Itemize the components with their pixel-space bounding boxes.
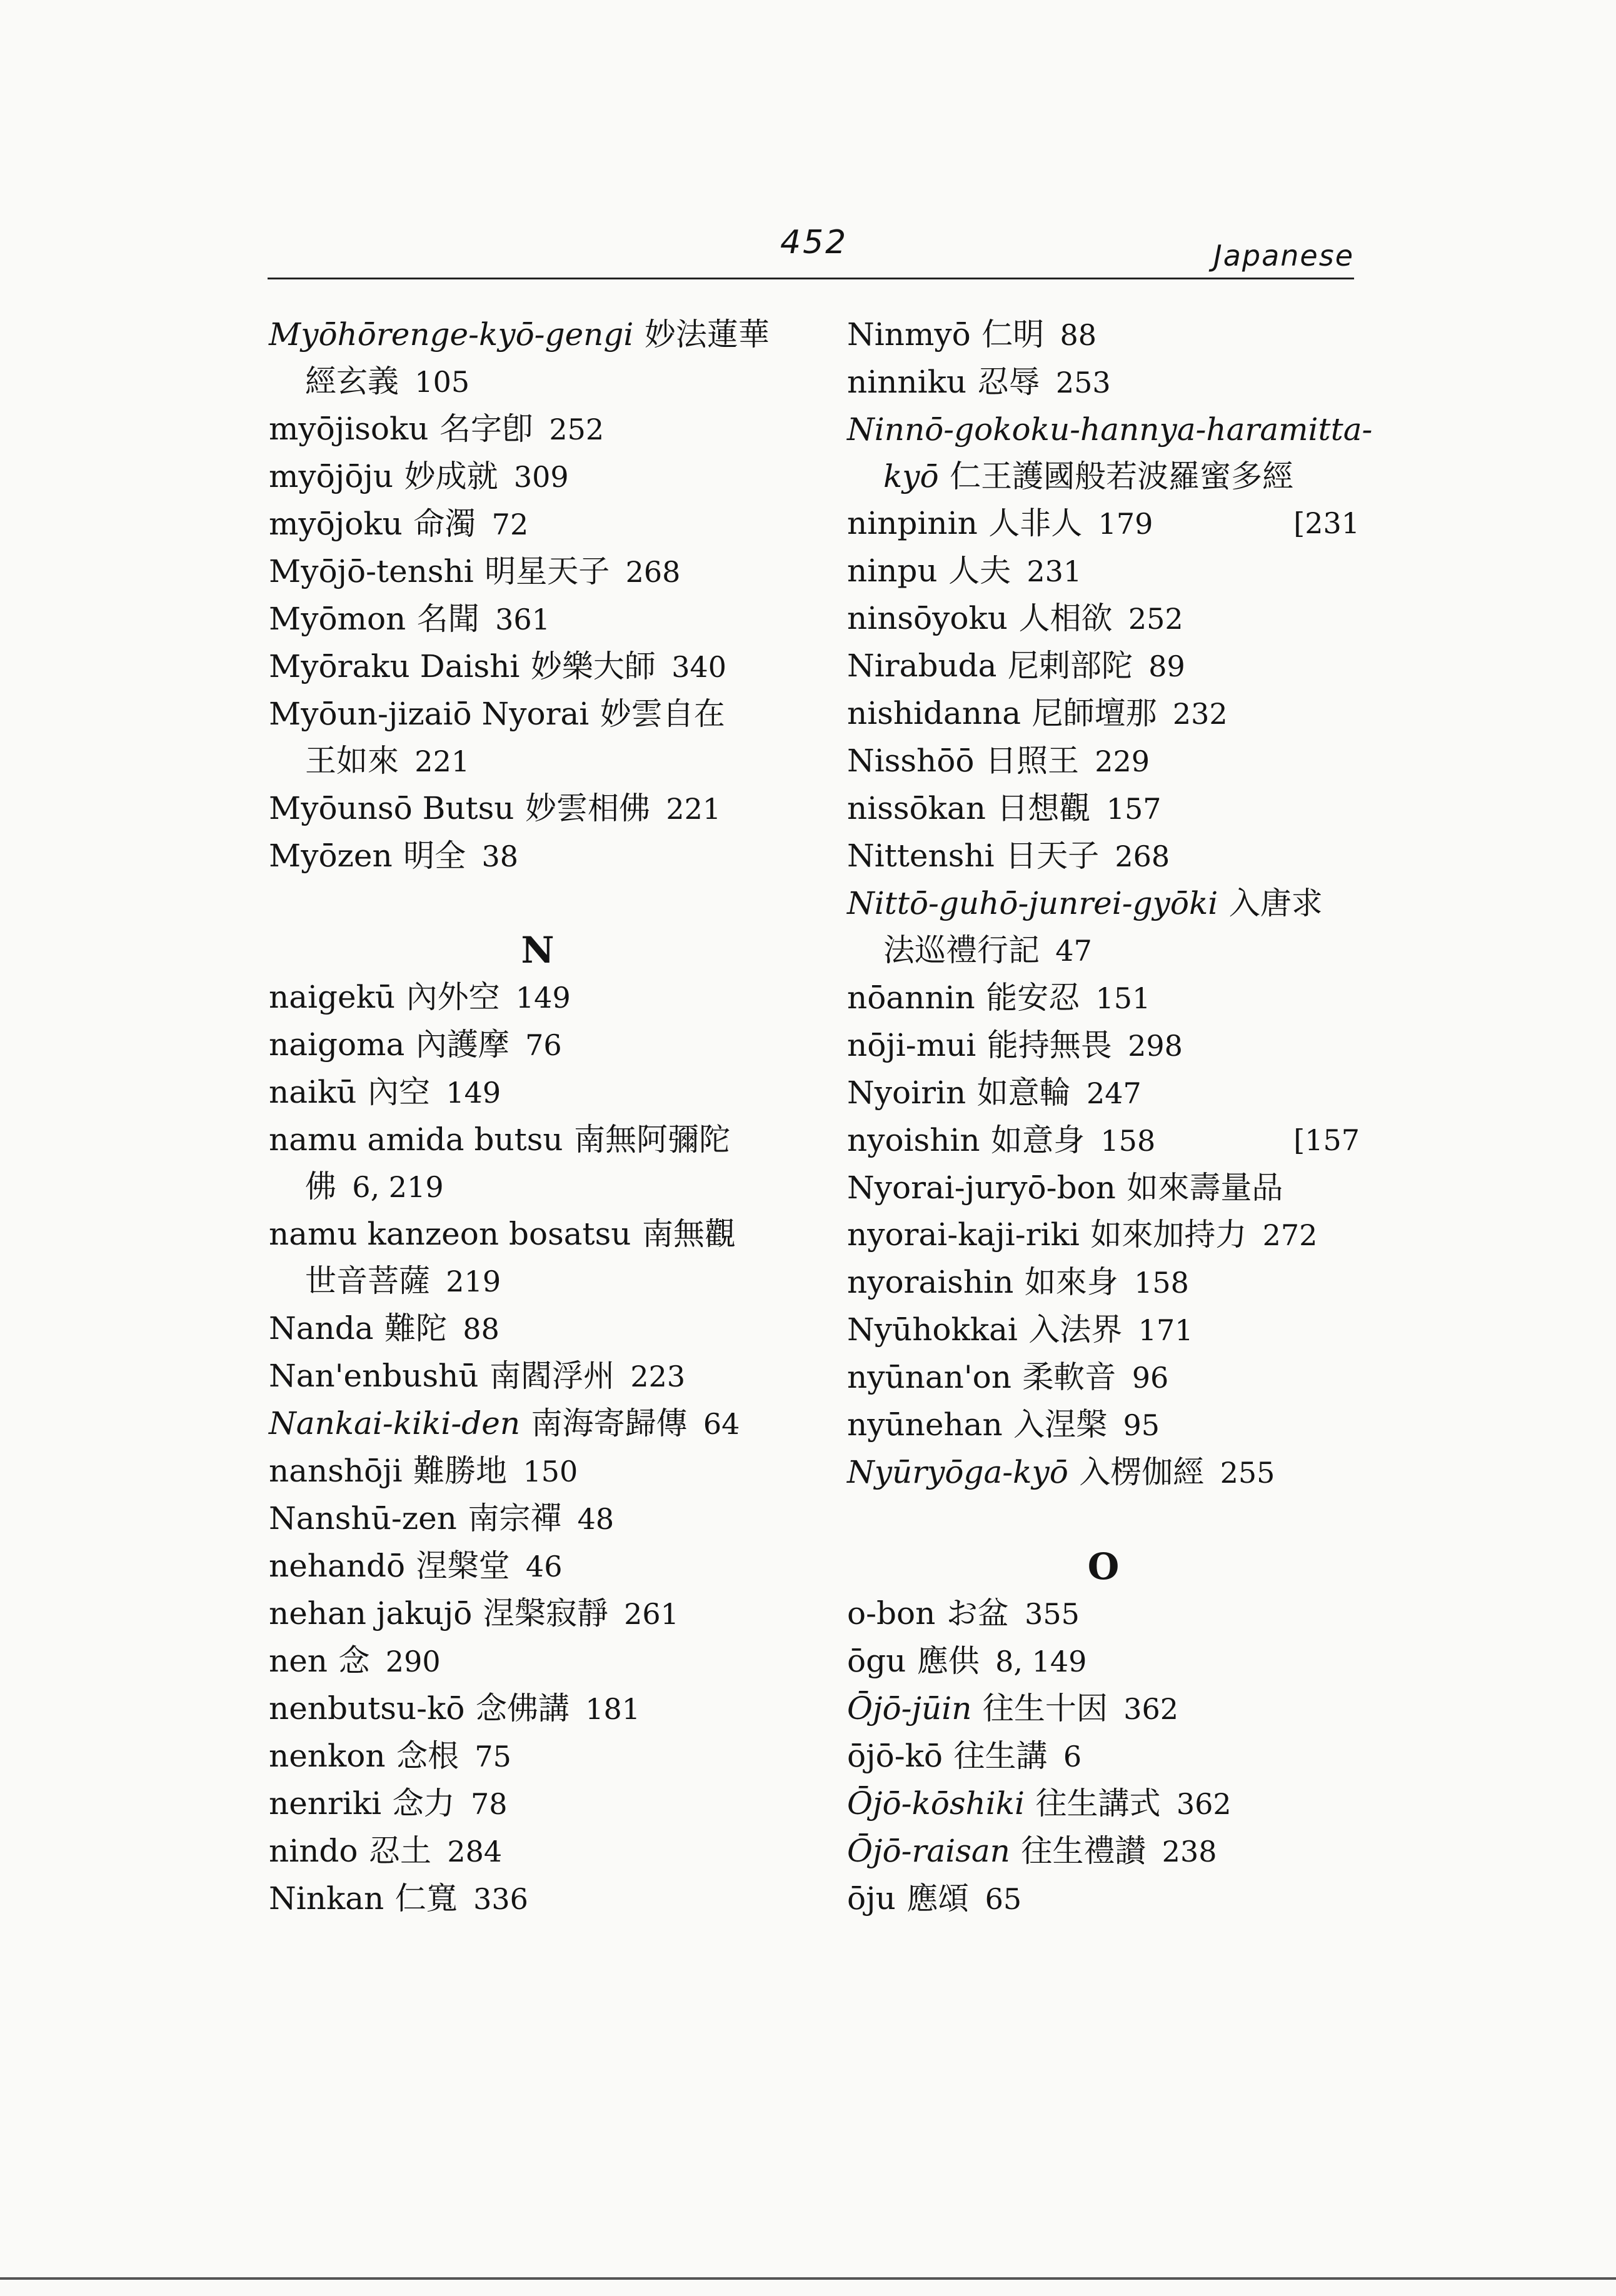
entry-kanji: 日想觀 xyxy=(996,790,1091,826)
entry-kanji: 能持無畏 xyxy=(986,1027,1112,1063)
entry-kanji: 如意身 xyxy=(991,1122,1085,1158)
entry-kanji: 如來加持力 xyxy=(1090,1216,1247,1253)
index-entry xyxy=(847,643,1360,690)
entry-term: Ōjō-raisan xyxy=(847,1833,1010,1869)
index-entry xyxy=(847,785,1360,833)
index-entry xyxy=(847,406,1373,500)
section-heading: O xyxy=(1087,1545,1120,1588)
index-entry xyxy=(847,880,1360,975)
entry-term: namu kanzeon bosatsu xyxy=(269,1216,631,1252)
entry-term: nissōkan xyxy=(847,790,986,826)
entry-kanji-cont: 王如來 xyxy=(305,743,399,779)
entry-kanji: 念根 xyxy=(396,1738,459,1774)
page-number: 452 xyxy=(780,224,848,261)
entry-term: myōjōju xyxy=(269,458,394,494)
bottom-rule xyxy=(0,2277,1616,2280)
entry-term: ōju xyxy=(847,1880,896,1917)
index-entry xyxy=(847,1875,1360,1923)
entry-kanji: 應頌 xyxy=(906,1880,970,1917)
entry-page: 8, 149 xyxy=(995,1645,1087,1678)
entry-term: nishidanna xyxy=(847,695,1021,731)
entry-term: nehandō xyxy=(269,1548,406,1584)
entry-term: o-bon xyxy=(847,1595,936,1632)
entry-page: 6 xyxy=(1063,1740,1082,1773)
entry-term: naikū xyxy=(269,1074,357,1110)
entry-term: ninsōyoku xyxy=(847,600,1008,636)
entry-term: Ninkan xyxy=(269,1880,384,1917)
entry-page: 151 xyxy=(1095,981,1151,1015)
entry-kanji-cont: 經玄義 xyxy=(305,363,399,399)
index-entry xyxy=(269,691,806,785)
index-entry xyxy=(269,1211,806,1305)
entry-page: 96 xyxy=(1132,1361,1169,1395)
entry-kanji-cont: 世音菩薩 xyxy=(305,1263,430,1299)
entry-kanji: 入楞伽經 xyxy=(1079,1454,1205,1490)
entry-term: nenriki xyxy=(269,1785,382,1822)
index-entry xyxy=(269,1400,806,1448)
entry-kanji: 如意輪 xyxy=(976,1075,1071,1111)
entry-page: 355 xyxy=(1025,1597,1080,1631)
entry-kanji: 人非人 xyxy=(988,505,1083,541)
index-entry xyxy=(269,1305,806,1353)
entry-page: 219 xyxy=(446,1265,501,1298)
entry-term: nenkon xyxy=(269,1738,386,1774)
section-heading: N xyxy=(521,929,555,971)
entry-page: 88 xyxy=(463,1312,499,1346)
index-entry xyxy=(847,1354,1360,1401)
entry-continuation xyxy=(269,1163,806,1211)
entry-term: Nyūhokkai xyxy=(847,1311,1018,1348)
entry-term: Nittō-guhō-junrei-gyōki xyxy=(847,885,1218,921)
entry-term: Myōraku Daishi xyxy=(269,648,520,684)
entry-term: ninpinin xyxy=(847,505,978,541)
entry-kanji: 念力 xyxy=(392,1785,455,1822)
entry-kanji: 仁寬 xyxy=(394,1880,458,1917)
entry-kanji: 如來身 xyxy=(1024,1264,1118,1300)
entry-page: 65 xyxy=(985,1882,1022,1916)
entry-term: ninpu xyxy=(847,553,938,589)
entry-page: 149 xyxy=(446,1076,501,1110)
entry-term: Nittenshi xyxy=(847,838,995,874)
entry-kanji-cont: 佛 xyxy=(305,1168,336,1205)
entry-page: 298 xyxy=(1128,1029,1183,1063)
entry-term: nyoraishin xyxy=(847,1264,1014,1300)
entry-kanji: 應供 xyxy=(916,1643,980,1679)
entry-kanji: 妙雲自在 xyxy=(600,696,725,732)
entry-sidenote: [157 xyxy=(1293,1123,1360,1157)
entry-page: 47 xyxy=(1055,934,1092,968)
entry-term: nen xyxy=(269,1643,328,1679)
index-entry xyxy=(847,1117,1360,1165)
entry-term: naigoma xyxy=(269,1026,405,1063)
entry-kanji: 命濁 xyxy=(413,506,476,542)
index-entry xyxy=(847,1685,1360,1733)
entry-kanji: 忍土 xyxy=(369,1833,432,1869)
entry-page: 157 xyxy=(1106,792,1162,826)
index-entry xyxy=(847,1828,1360,1875)
index-entry xyxy=(269,453,806,501)
index-entry xyxy=(269,548,806,596)
section-gap xyxy=(847,1496,1360,1543)
index-entry xyxy=(847,1165,1360,1211)
entry-term: nehan jakujō xyxy=(269,1595,473,1632)
section-gap xyxy=(269,880,806,927)
entry-page: 158 xyxy=(1100,1124,1156,1158)
entry-page: 340 xyxy=(671,650,727,684)
index-entry xyxy=(847,1259,1360,1306)
index-entry xyxy=(269,1069,806,1116)
index-entry xyxy=(269,785,806,833)
index-entry xyxy=(847,1022,1360,1070)
index-entry xyxy=(847,500,1360,548)
entry-term: Myōun-jizaiō Nyorai xyxy=(269,696,590,732)
index-entry xyxy=(269,833,806,880)
entry-kanji: 日照王 xyxy=(985,743,1079,779)
entry-kanji: 妙成就 xyxy=(404,458,498,494)
entry-term: Myōjō-tenshi xyxy=(269,553,474,589)
entry-page: 255 xyxy=(1220,1456,1275,1490)
index-entry xyxy=(269,596,806,643)
index-entry xyxy=(847,1211,1360,1259)
entry-kanji-cont: 仁王護國般若波羅蜜多經 xyxy=(950,458,1294,494)
entry-page: 268 xyxy=(1115,840,1170,873)
entry-term: Nisshōō xyxy=(847,743,975,779)
index-entry xyxy=(269,1828,806,1875)
entry-continuation xyxy=(847,927,1360,975)
entry-kanji: 名字卽 xyxy=(439,411,534,447)
entry-kanji: お盆 xyxy=(946,1595,1009,1632)
index-entry xyxy=(847,738,1360,785)
entry-kanji: 尼師壇那 xyxy=(1031,695,1157,731)
entry-page: 64 xyxy=(703,1407,740,1441)
index-entry xyxy=(269,1353,806,1400)
entry-kanji: 南閻浮州 xyxy=(489,1358,615,1394)
entry-page: 290 xyxy=(385,1645,441,1678)
entry-continuation xyxy=(269,738,806,785)
index-entry xyxy=(847,359,1360,406)
entry-kanji: 尼剌部陀 xyxy=(1007,648,1133,684)
entry-page: 6, 219 xyxy=(352,1170,444,1204)
index-entry xyxy=(269,1116,806,1211)
entry-kanji: 入唐求 xyxy=(1228,885,1323,921)
entry-page: 38 xyxy=(481,840,519,873)
entry-kanji: 南無阿彌陀 xyxy=(574,1121,731,1158)
entry-page: 171 xyxy=(1138,1313,1193,1347)
entry-term: Nanshū-zen xyxy=(269,1500,457,1537)
entry-kanji: 往生講式 xyxy=(1035,1785,1161,1822)
entry-page: 88 xyxy=(1060,318,1097,352)
index-entry xyxy=(847,975,1360,1022)
entry-page: 181 xyxy=(585,1692,641,1726)
entry-kanji: 難勝地 xyxy=(413,1453,508,1489)
entry-kanji: 仁明 xyxy=(981,316,1045,353)
entry-kanji: 往生十因 xyxy=(982,1690,1108,1727)
entry-term: Myōhōrenge-kyō-gengi xyxy=(269,316,634,353)
entry-page: 150 xyxy=(523,1455,578,1488)
entry-kanji: 念 xyxy=(338,1643,370,1679)
entry-page: 223 xyxy=(630,1360,686,1393)
entry-page: 76 xyxy=(525,1028,562,1062)
index-entry xyxy=(269,1543,806,1590)
index-entry xyxy=(847,1449,1360,1496)
entry-page: 309 xyxy=(513,460,569,494)
entry-page: 48 xyxy=(577,1502,615,1536)
index-entry xyxy=(847,1401,1360,1449)
index-entry xyxy=(847,1306,1360,1354)
entry-kanji: 念佛講 xyxy=(475,1690,570,1727)
entry-kanji: 內外空 xyxy=(406,979,500,1015)
entry-page: 361 xyxy=(495,603,550,636)
index-entry xyxy=(269,1448,806,1495)
entry-kanji: 名聞 xyxy=(416,601,479,637)
entry-kanji: 妙雲相佛 xyxy=(525,790,651,826)
entry-page: 247 xyxy=(1086,1076,1142,1110)
index-entry xyxy=(269,1638,806,1685)
entry-term: Myōunsō Butsu xyxy=(269,790,514,826)
entry-page: 78 xyxy=(470,1787,508,1821)
entry-kanji: 日天子 xyxy=(1005,838,1100,874)
entry-page: 252 xyxy=(549,413,605,446)
entry-kanji: 柔軟音 xyxy=(1022,1359,1117,1395)
entry-page: 221 xyxy=(414,744,470,778)
entry-term: Nyorai-juryō-bon xyxy=(847,1170,1116,1206)
entry-term: Myōmon xyxy=(269,601,406,637)
entry-term: ōgu xyxy=(847,1643,906,1679)
entry-page: 336 xyxy=(473,1882,528,1916)
entry-page: 362 xyxy=(1123,1692,1178,1726)
entry-page: 253 xyxy=(1055,366,1111,399)
entry-term: Nyoirin xyxy=(847,1075,966,1111)
entry-term-cont: kyō xyxy=(883,458,939,494)
entry-term: nyūnehan xyxy=(847,1406,1003,1443)
entry-kanji: 南宗禪 xyxy=(468,1500,562,1537)
entry-kanji-cont: 法巡禮行記 xyxy=(883,932,1040,968)
entry-term: ninniku xyxy=(847,364,967,400)
index-entry xyxy=(847,690,1360,738)
entry-term: nōannin xyxy=(847,980,975,1016)
entry-kanji: 南海寄歸傳 xyxy=(531,1405,688,1441)
entry-kanji: 明星天子 xyxy=(484,553,610,589)
entry-term: ōjō-kō xyxy=(847,1738,943,1774)
entry-term: myōjisoku xyxy=(269,411,429,447)
entry-kanji: 人夫 xyxy=(948,553,1011,589)
entry-kanji: 內空 xyxy=(368,1074,431,1110)
entry-term: Nanda xyxy=(269,1310,374,1346)
entry-term: myōjoku xyxy=(269,506,403,542)
entry-page: 268 xyxy=(625,555,681,589)
entry-page: 75 xyxy=(474,1740,511,1773)
entry-term: nyoishin xyxy=(847,1122,980,1158)
entry-term: Ninnō-gokoku-hannya-haramitta- xyxy=(847,411,1373,448)
index-entry xyxy=(847,1070,1360,1117)
entry-sidenote: [231 xyxy=(1293,506,1360,540)
entry-term: nyūnan'on xyxy=(847,1359,1011,1395)
entry-kanji: 內護摩 xyxy=(415,1026,509,1063)
entry-page: 231 xyxy=(1026,554,1082,588)
entry-term: nindo xyxy=(269,1833,358,1869)
index-entry xyxy=(847,1780,1360,1828)
entry-term: Nyūryōga-kyō xyxy=(847,1454,1068,1490)
index-entry xyxy=(269,501,806,548)
entry-page: 158 xyxy=(1134,1266,1189,1300)
entry-kanji: 往生講 xyxy=(953,1738,1048,1774)
entry-term: Nirabuda xyxy=(847,648,997,684)
entry-kanji: 涅槃堂 xyxy=(416,1548,510,1584)
entry-kanji: 人相欲 xyxy=(1018,600,1113,636)
entry-continuation xyxy=(269,358,806,406)
entry-kanji: 忍辱 xyxy=(977,364,1040,400)
entry-kanji: 妙法蓮華 xyxy=(644,316,770,353)
entry-term: nōji-mui xyxy=(847,1027,976,1063)
entry-page: 89 xyxy=(1148,649,1185,683)
index-entry xyxy=(269,1495,806,1543)
entry-term: Ninmyō xyxy=(847,316,971,353)
entry-page: 221 xyxy=(666,792,721,826)
entry-term: namu amida butsu xyxy=(269,1121,563,1158)
index-entry xyxy=(269,1685,806,1733)
index-entry xyxy=(269,1021,806,1069)
entry-continuation xyxy=(269,1258,806,1305)
index-entry xyxy=(847,1638,1360,1685)
index-entry xyxy=(847,595,1360,643)
entry-term: naigekū xyxy=(269,979,396,1015)
entry-term: nanshōji xyxy=(269,1453,403,1489)
entry-term: Ōjō-jūin xyxy=(847,1690,972,1727)
right-column xyxy=(847,311,1373,1923)
entry-term: Ōjō-kōshiki xyxy=(847,1785,1025,1822)
entry-page: 272 xyxy=(1262,1218,1318,1252)
entry-kanji: 往生禮讃 xyxy=(1021,1833,1147,1869)
entry-kanji: 妙樂大師 xyxy=(530,648,656,684)
index-entry xyxy=(269,1875,806,1923)
entry-page: 46 xyxy=(525,1550,563,1583)
index-entry xyxy=(847,548,1360,595)
entry-page: 238 xyxy=(1162,1835,1217,1868)
index-entry xyxy=(269,311,806,406)
entry-term: nyorai-kaji-riki xyxy=(847,1216,1080,1253)
entry-kanji: 難陀 xyxy=(384,1310,448,1346)
entry-continuation xyxy=(847,453,1360,500)
entry-page: 284 xyxy=(447,1835,503,1868)
index-entry xyxy=(847,1733,1360,1780)
index-entry xyxy=(269,643,806,691)
entry-kanji: 南無觀 xyxy=(642,1216,736,1252)
entry-kanji: 能安忍 xyxy=(986,980,1080,1016)
entry-term: Nankai-kiki-den xyxy=(269,1405,521,1441)
entry-term: Nan'enbushū xyxy=(269,1358,479,1394)
index-entry xyxy=(269,1780,806,1828)
entry-term: Myōzen xyxy=(269,838,393,874)
running-head: Japanese xyxy=(1213,239,1354,273)
entry-kanji: 入涅槃 xyxy=(1013,1406,1108,1443)
index-entry xyxy=(269,406,806,453)
entry-page: 179 xyxy=(1098,507,1153,541)
entry-kanji: 入法界 xyxy=(1028,1311,1123,1348)
entry-page: 149 xyxy=(515,981,571,1015)
entry-page: 362 xyxy=(1176,1787,1232,1821)
left-column xyxy=(269,311,806,1923)
entry-kanji: 如來壽量品 xyxy=(1127,1170,1283,1206)
index-entry xyxy=(847,833,1360,880)
entry-page: 72 xyxy=(491,508,529,541)
entry-page: 105 xyxy=(414,365,470,399)
index-entry xyxy=(269,1733,806,1780)
index-entry xyxy=(269,974,806,1021)
entry-page: 252 xyxy=(1128,602,1183,636)
index-entry xyxy=(847,311,1360,359)
header-rule xyxy=(268,278,1354,279)
entry-page: 232 xyxy=(1172,697,1228,731)
entry-term: nenbutsu-kō xyxy=(269,1690,465,1727)
entry-kanji: 涅槃寂靜 xyxy=(483,1595,608,1632)
entry-page: 261 xyxy=(624,1597,679,1631)
entry-kanji: 明全 xyxy=(403,838,466,874)
page-header xyxy=(268,219,1354,281)
index-entry xyxy=(269,1590,806,1638)
index-entry xyxy=(847,1590,1360,1638)
entry-page: 95 xyxy=(1123,1408,1160,1442)
entry-page: 229 xyxy=(1095,744,1150,778)
